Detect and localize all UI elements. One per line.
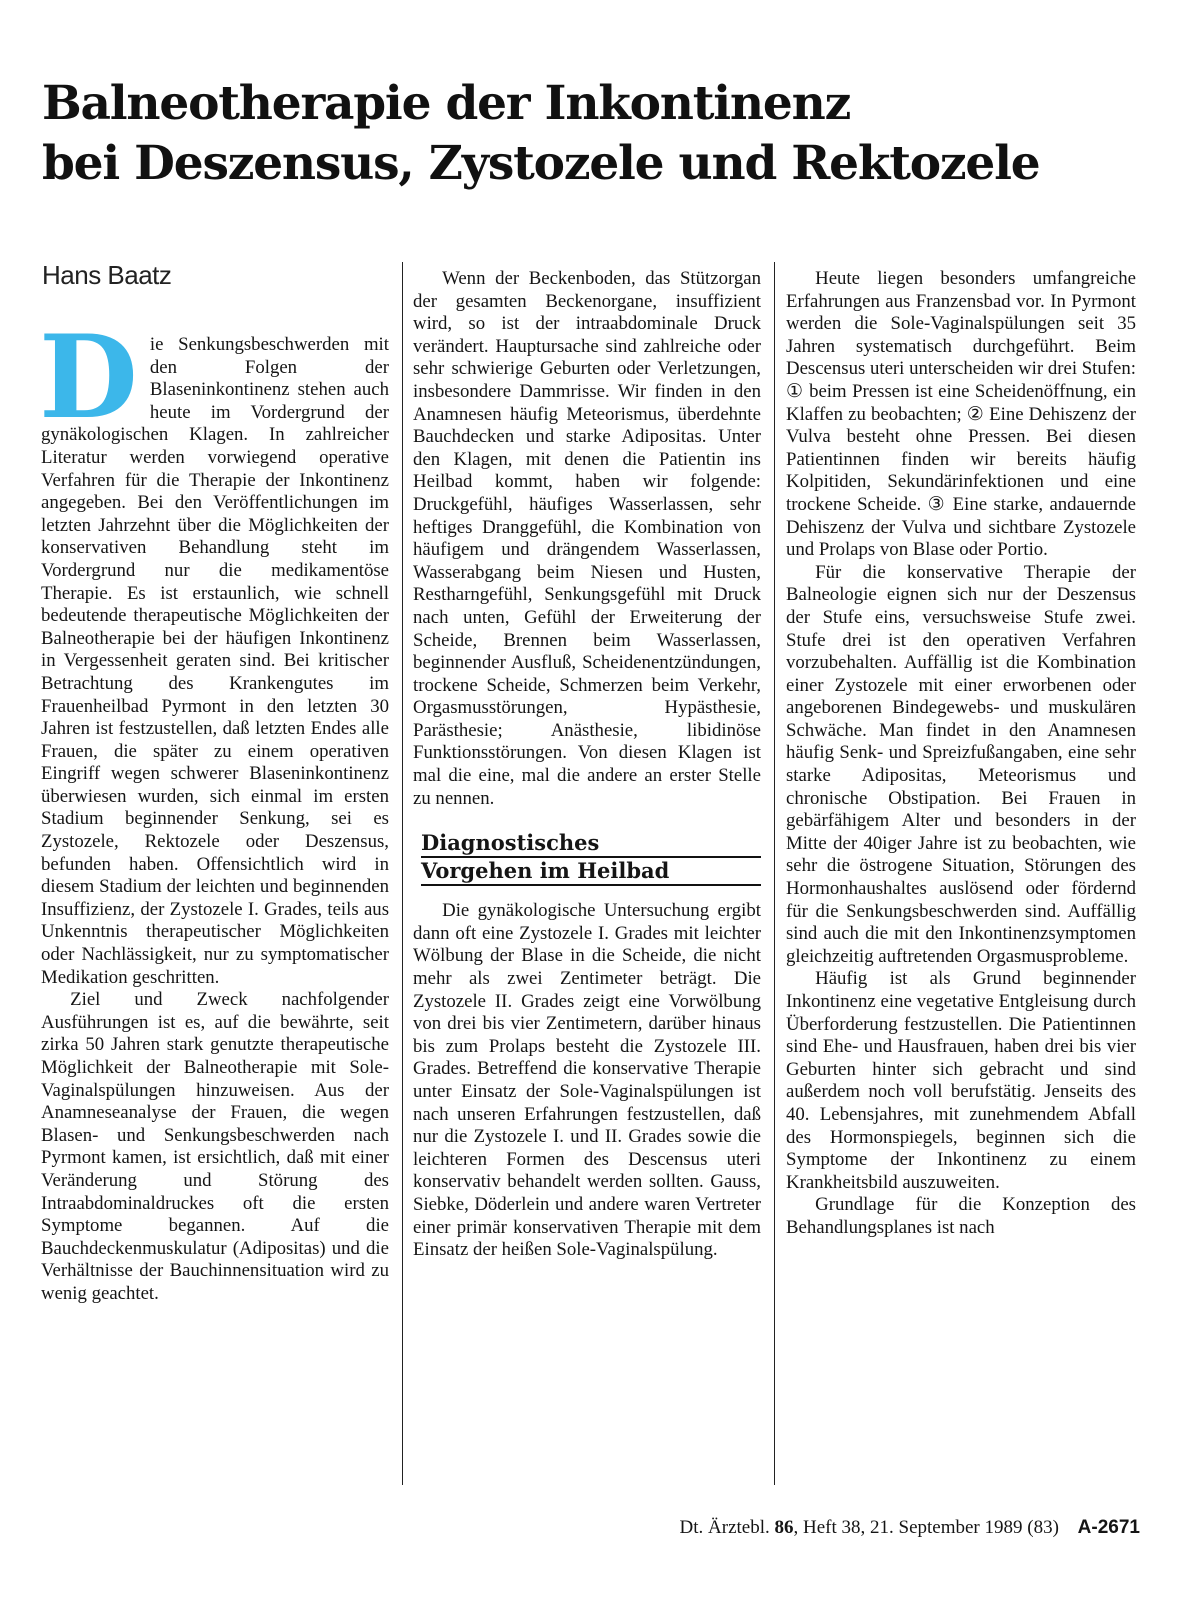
section-heading (421, 830, 761, 886)
drop-cap: D (39, 310, 138, 444)
column-divider-1 (402, 262, 403, 1485)
journal-name: Dt. Ärztebl. (679, 1517, 770, 1538)
paragraph: Grundlage für die Konzeption des Behandlungsplanes ist nach (786, 1194, 1136, 1238)
page-footer (540, 1517, 1140, 1539)
page-code: A-2671 (1077, 1517, 1140, 1538)
paragraph: Heute liegen besonders umfangreiche Erfahrungen aus Franzensbad vor. In Pyrmont werden die Sole-Vaginalspülungen seit 35 Jahren systematisch durchgeführt. Beim Descensus uteri unterscheiden wir drei Stufen: ① beim Pressen ist eine Scheidenöffnung, ein Klaffen zu beobachten; ② Eine Dehiszenz der Vulva besteht ohne Pressen. Bei diesen Patientinnen finden wir bereits häufig Kolpitiden, Sekundärinfektionen und eine trockene Scheide. ③ Eine starke, andauernde Dehiszenz der Vulva und sichtbare Zystozele und Prolaps von Blase oder Portio. (786, 268, 1136, 561)
paragraph: Die gynäkologische Untersuchung ergibt dann oft eine Zystozele I. Grades mit leichter Wölbung der Blase in die Scheide, die nicht mehr als zwei Zentimeter beträgt. Die Zystozele II. Grades zeigt eine Vorwölbung von drei bis vier Zentimetern, darüber hinaus bis zum Prolaps besteht die Zystozele III. Grades. Betreffend die konservative Therapie unter Einsatz der Sole-Vaginalspülungen ist nach unseren Erfahrungen festzustellen, daß nur die Zystozele I. und II. Grades sowie die leichteren Formen des Descensus uteri konservativ behandelt werden sollten. Gauss, Siebke, Döderlein und andere waren Vertreter einer primär konservativen Therapie mit dem Einsatz der heißen Sole-Vaginalspülung. (413, 900, 761, 1261)
paragraph: Ziel und Zweck nachfolgender Ausführungen ist es, auf die bewährte, seit zirka 50 Jahren stark genutzte therapeutische Möglichkeit der Balneotherapie mit Sole-Vaginalspülungen hinzuweisen. Aus der Anamneseanalyse der Frauen, die wegen Blasen- und Senkungsbeschwerden nach Pyrmont kamen, ist ersichtlich, daß mit einer Veränderung und Störung des Intraabdominaldruckes oft die ersten Symptome begannen. Auf die Bauchdeckenmuskulatur (Adipositas) und die Verhältnisse der Bauchinnensituation wird zu wenig geachtet. (41, 989, 389, 1304)
section-heading-line-1: Diagnostisches (421, 830, 761, 858)
text-column-3 (786, 268, 1136, 1240)
paragraph: Häufig ist als Grund beginnender Inkontinenz eine vegetative Entgleisung durch Überforderung festzustellen. Die Patientinnen sind Ehe- und Hausfrauen, haben drei bis vier Geburten hinter sich gebracht und sind außerdem noch voll berufstätig. Jenseits des 40. Lebensjahres, mit zunehmendem Abfall des Hormonspiegels, beginnen sich die Symptome der Inkontinenz zu einem Krankheitsbild auszuweiten. (786, 968, 1136, 1193)
column-divider-2 (774, 262, 775, 1485)
paragraph: ie Senkungsbeschwerden mit den Folgen der Blaseninkontinenz stehen auch heute im Vordergrund der gynäkologischen Klagen. In zahlreicher Literatur werden vorwiegend operative Verfahren für die Therapie der Inkontinenz angegeben. Bei den Veröffentlichungen im letzten Jahrzehnt über die Möglichkeiten der konservativen Behandlung steht im Vordergrund nur die medikamentöse Therapie. Es ist erstaunlich, wie schnell bedeutende therapeutische Möglichkeiten der Balneotherapie bei der häufigen Inkontinenz in Vergessenheit geraten sind. Bei kritischer Betrachtung des Krankengutes im Frauenheilbad Pyrmont in den letzten 30 Jahren ist festzustellen, daß letzten Endes alle Frauen, die später zu einem operativen Eingriff wegen schwerer Blaseninkontinenz überwiesen wurden, sich einmal im ersten Stadium beginnender Senkung, sei es Zystozele, Rektozele oder Deszensus, befunden haben. Offensichtlich wird in diesem Stadium der leichten und beginnenden Insuffizienz, der Zystozele I. Grades, teils aus Unkenntnis therapeutischer Möglichkeiten oder Nachlässigkeit, nur zu symptomatischer Medikation geschritten. (41, 334, 389, 988)
article-title (42, 74, 1152, 194)
text-column-1 (39, 310, 389, 1306)
title-line-1: Balneotherapie der Inkontinenz (42, 76, 851, 131)
paragraph: Wenn der Beckenboden, das Stützorgan der gesamten Beckenorgane, insuffizient wird, so ist der intraabdominale Druck verändert. Hauptursache sind zahlreiche oder sehr schwierige Geburten oder Verletzungen, insbesondere Dammrisse. Wir finden in den Anamnesen häufig Meteorismus, überdehnte Bauchdecken und starke Adipositas. Unter den Klagen, mit denen die Patientin ins Heilbad kommt, haben wir folgende: Druckgefühl, häufiges Wasserlassen, sehr heftiges Dranggefühl, die Kombination von häufigem und drängendem Wasserlassen, Wasserabgang beim Niesen und Husten, Restharngefühl, Senkungsgefühl mit Druck nach unten, Gefühl der Erweiterung der Scheide, Brennen beim Wasserlassen, beginnender Ausfluß, Scheidenentzündungen, trockene Scheide, Schmerzen beim Verkehr, Orgasmusstörungen, Hypästhesie, Parästhesie; Anästhesie, libidinöse Funktionsstörungen. Von diesen Klagen ist mal die eine, mal die andere an erster Stelle zu nennen. (413, 268, 761, 809)
issue-date: , Heft 38, 21. September 1989 (83) (793, 1517, 1059, 1538)
text-column-2 (413, 268, 761, 1262)
author-name: Hans Baatz (42, 260, 172, 290)
paragraph: Für die konservative Therapie der Balneologie eignen sich nur der Deszensus der Stufe eins, versuchsweise Stufe zwei. Stufe drei ist den operativen Verfahren vorzubehalten. Auffällig ist die Kombination einer Zystozele mit einer erworbenen oder angeborenen Bindegewebs- und muskulären Schwäche. Man findet in den Anamnesen häufig Senk- und Spreizfußangaben, eine sehr starke Adipositas, Meteorismus und chronische Obstipation. Bei Frauen in gebärfähigem Alter und besonders in der Mitte der 40iger Jahre ist zu beobachten, wie sehr die östrogene Situation, Störungen des Hormonhaushaltes auslösend oder fördernd für die Senkungsbeschwerden sind. Auffällig sind auch die mit den Inkontinenzsymptomen gleichzeitig auftretenden Orgasmusprobleme. (786, 561, 1136, 967)
title-line-2: bei Deszensus, Zystozele und Rektozele (42, 136, 1040, 191)
section-heading-line-2: Vorgehen im Heilbad (421, 858, 761, 886)
journal-volume: 86 (774, 1517, 794, 1538)
